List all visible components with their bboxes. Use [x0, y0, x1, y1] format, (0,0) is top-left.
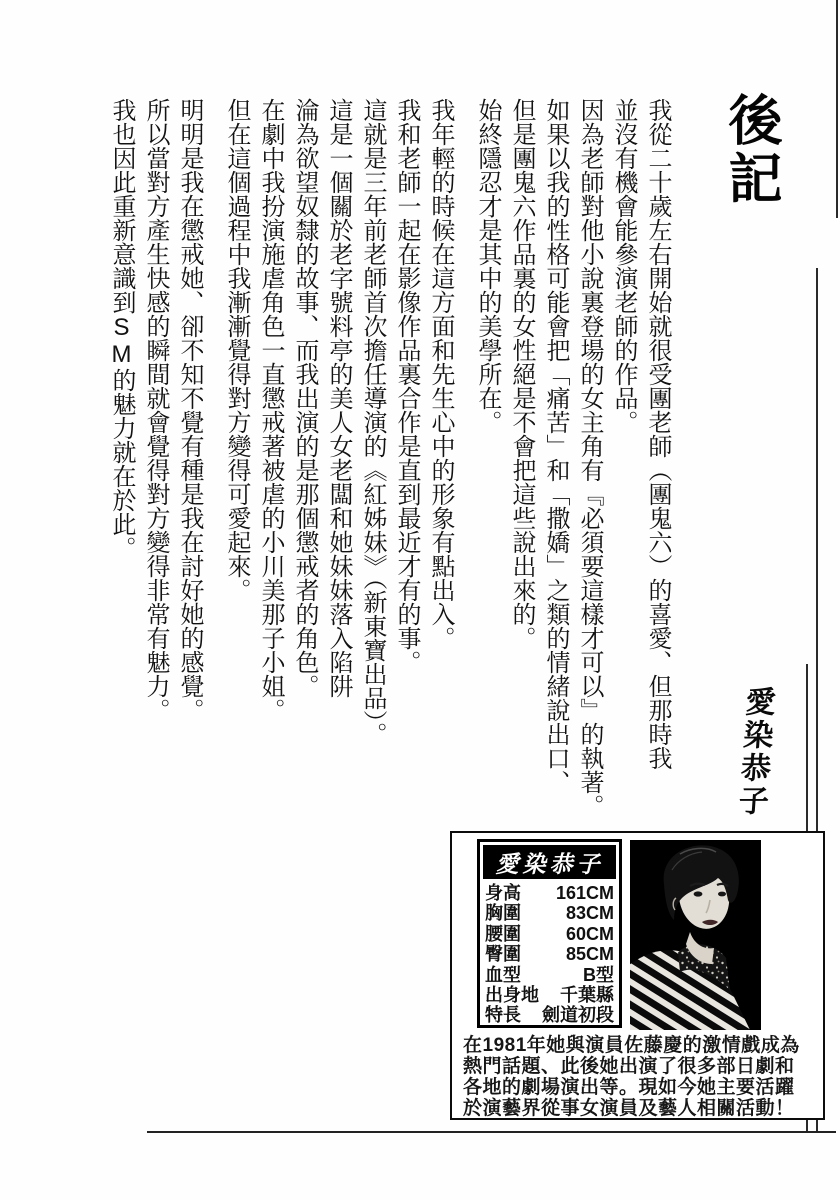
afterword-column: 我年輕的時候在這方面和先生心中的形象有點出入。: [427, 98, 454, 650]
stat-row: [485, 883, 614, 903]
stat-row: [485, 985, 614, 1005]
page-title: 後記: [720, 92, 784, 208]
afterword-column: 這是一個關於老字號料亭的美人女老闆和她妹妹落入陷阱: [325, 98, 352, 698]
stat-value: 83CM: [565, 903, 614, 924]
afterword-column: 在劇中我扮演施虐角色一直懲戒著被虐的小川美那子小姐。: [257, 98, 284, 722]
stat-value: 161CM: [555, 883, 614, 903]
stat-label: 胸圍: [485, 903, 521, 924]
page-edge-line: [836, 0, 838, 218]
stat-value: 千葉縣: [560, 985, 614, 1006]
profile-stats-panel: [477, 839, 622, 1028]
caption-line: 在1981年她與演員佐藤慶的激情戲成為: [463, 1035, 800, 1056]
afterword-column: 明明是我在懲戒她、卻不知不覺有種是我在討好她的感覺。: [176, 98, 203, 722]
stat-value: B型: [583, 964, 614, 985]
afterword-column: 淪為欲望奴隸的故事、而我出演的是那個懲戒者的角色。: [291, 98, 318, 698]
stat-label: 出身地: [485, 985, 539, 1006]
afterword-column: 所以當對方產生快感的瞬間就會覺得對方變得非常有魅力。: [142, 98, 169, 722]
afterword-column: 這就是三年前老師首次擔任導演的《紅姊妹》（新東寶出品）。: [359, 98, 386, 746]
stat-label: 腰圍: [485, 923, 521, 944]
afterword-column: 但是團鬼六作品裏的女性絕是不會把這些說出來的。: [508, 98, 535, 650]
stat-row: [485, 903, 614, 923]
stat-row: [485, 1005, 614, 1025]
afterword-column: 我從二十歲左右開始就很受團老師（團鬼六）的喜愛、但那時我: [644, 98, 671, 770]
afterword-column: 因為老師對他小說裏登場的女主角有『必須要這樣才可以』的執著。: [576, 98, 603, 818]
stat-label: 身高: [485, 883, 521, 903]
stat-row: [485, 924, 614, 944]
afterword-column: 並沒有機會能參演老師的作品。: [610, 98, 637, 434]
afterword-column: 如果以我的性格可能會把「痛苦」和「撒嬌」之類的情緒說出口、: [542, 98, 569, 794]
stat-row: [485, 944, 614, 964]
profile-card: [450, 831, 825, 1120]
stat-value: 85CM: [565, 944, 614, 965]
afterword-column: 我和老師一起在影像作品裏合作是直到最近才有的事。: [393, 98, 420, 674]
bottom-rule: [147, 1131, 836, 1133]
stat-label: 特長: [485, 1005, 521, 1026]
caption-line: 於演藝界從事女演員及藝人相關活動！: [463, 1098, 795, 1119]
profile-caption: [463, 1035, 815, 1119]
profile-name-banner: 愛染恭子: [483, 845, 616, 879]
portrait-photo: [630, 840, 761, 1030]
profile-stats-list: [480, 882, 619, 1026]
stat-label: 血型: [485, 964, 521, 985]
afterword-column: 我也因此重新意識到SM的魅力就在於此。: [108, 98, 135, 560]
author-name: 愛染恭子: [731, 686, 776, 818]
stat-label: 臀圍: [485, 944, 521, 965]
afterword-column: 始終隱忍才是其中的美學所在。: [474, 98, 501, 434]
caption-line: 各地的劇場演出等。現如今她主要活躍: [463, 1077, 795, 1098]
stat-value: 60CM: [565, 923, 614, 944]
stat-row: [485, 965, 614, 985]
portrait-photo-image: [630, 840, 761, 1030]
afterword-column: 但在這個過程中我漸漸覺得對方變得可愛起來。: [223, 98, 250, 602]
stat-value: 劍道初段: [542, 1005, 614, 1026]
caption-line: 熱門話題、此後她出演了很多部日劇和: [463, 1056, 795, 1077]
